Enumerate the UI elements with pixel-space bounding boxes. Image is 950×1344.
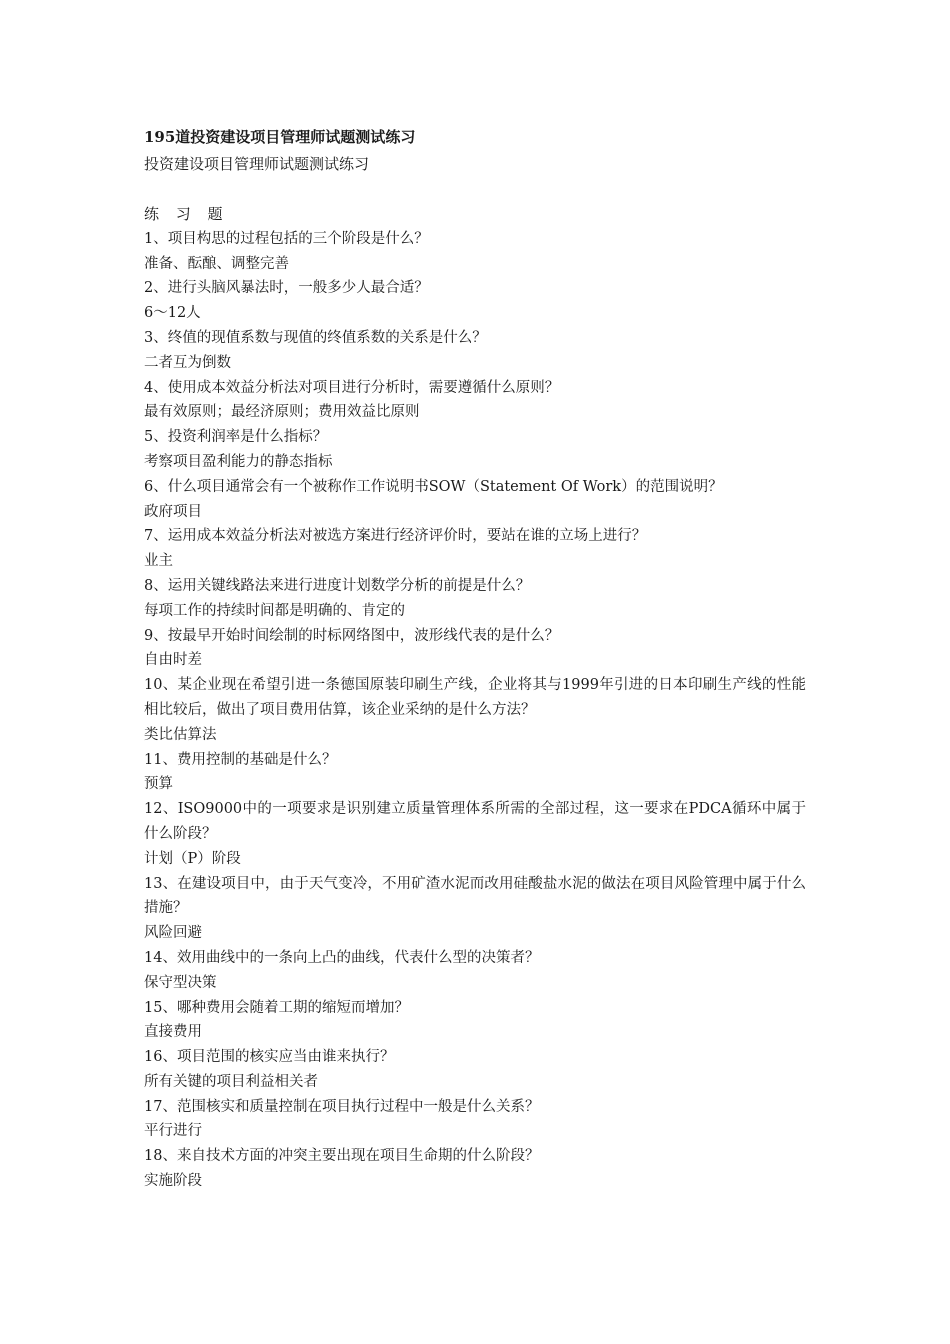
- qa-item: [144, 624, 806, 674]
- qa-item: [144, 276, 806, 326]
- question-text: 9、按最早开始时间绘制的时标网络图中，波形线代表的是什么？: [144, 627, 560, 644]
- qa-item: [144, 1045, 806, 1095]
- question-text: 12、ISO9000中的一项要求是识别建立质量管理体系所需的全部过程，这一要求在PDCA循环中属于什么阶段？: [144, 801, 806, 842]
- qa-item: [144, 1095, 806, 1145]
- answer-text: 考察项目盈利能力的静态指标: [144, 453, 333, 470]
- qa-item: [144, 376, 806, 426]
- answer-text: 所有关键的项目利益相关者: [144, 1073, 318, 1090]
- answer-text: 平行进行: [144, 1123, 202, 1140]
- qa-item: [144, 425, 806, 475]
- qa-list: [144, 227, 806, 1194]
- qa-item: [144, 227, 806, 277]
- qa-item: [144, 574, 806, 624]
- question-text: 3、终值的现值系数与现值的终值系数的关系是什么？: [144, 329, 487, 346]
- answer-text: 保守型决策: [144, 974, 217, 991]
- answer-text: 自由时差: [144, 652, 202, 669]
- question-text: 1、项目构思的过程包括的三个阶段是什么？: [144, 230, 429, 247]
- question-text: 8、运用关键线路法来进行进度计划数学分析的前提是什么？: [144, 577, 531, 594]
- answer-text: 二者互为倒数: [144, 354, 231, 371]
- question-text: 13、在建设项目中，由于天气变冷，不用矿渣水泥而改用硅酸盐水泥的做法在项目风险管理中属于什么措施？: [144, 875, 806, 917]
- answer-text: 风险回避: [144, 925, 202, 942]
- question-text: 2、进行头脑风暴法时，一般多少人最合适？: [144, 280, 429, 297]
- section-heading: 练 习 题: [144, 205, 229, 223]
- answer-text: 政府项目: [144, 503, 202, 520]
- answer-text: 实施阶段: [144, 1173, 202, 1190]
- question-text: 18、来自技术方面的冲突主要出现在项目生命期的什么阶段？: [144, 1148, 540, 1165]
- answer-text: 类比估算法: [144, 726, 217, 743]
- qa-item: [144, 872, 806, 946]
- qa-item: [144, 673, 806, 747]
- qa-item: [144, 797, 806, 871]
- qa-item: [144, 1144, 806, 1194]
- qa-item: [144, 996, 806, 1046]
- question-text: 15、哪种费用会随着工期的缩短而增加？: [144, 999, 409, 1016]
- document-subtitle: 投资建设项目管理师试题测试练习: [144, 155, 370, 173]
- answer-text: 直接费用: [144, 1024, 202, 1041]
- question-text: 16、项目范围的核实应当由谁来执行？: [144, 1049, 395, 1066]
- qa-item: [144, 946, 806, 996]
- question-text: 10、某企业现在希望引进一条德国原装印刷生产线，企业将其与1999年引进的日本印刷生产线的性能相比较后，做出了项目费用估算，该企业采纳的是什么方法？: [144, 677, 806, 718]
- answer-text: 计划（P）阶段: [144, 850, 241, 867]
- answer-text: 预算: [144, 776, 173, 793]
- question-text: 7、运用成本效益分析法对被选方案进行经济评价时，要站在谁的立场上进行？: [144, 528, 647, 545]
- qa-item: [144, 524, 806, 574]
- document-page: [144, 126, 806, 1194]
- answer-text: 业主: [144, 553, 173, 570]
- answer-text: 准备、酝酿、调整完善: [144, 255, 289, 272]
- question-text: 6、什么项目通常会有一个被称作工作说明书SOW（Statement Of Work）的范围说明？: [144, 478, 723, 495]
- qa-item: [144, 748, 806, 798]
- qa-item: [144, 326, 806, 376]
- answer-text: 6～12人: [144, 305, 201, 322]
- document-title: 195道投资建设项目管理师试题测试练习: [144, 128, 416, 146]
- answer-text: 最有效原则；最经济原则；费用效益比原则: [144, 404, 420, 421]
- answer-text: 每项工作的持续时间都是明确的、肯定的: [144, 602, 405, 619]
- qa-item: [144, 475, 806, 525]
- question-text: 11、费用控制的基础是什么？: [144, 751, 337, 768]
- question-text: 17、范围核实和质量控制在项目执行过程中一般是什么关系？: [144, 1098, 540, 1115]
- question-text: 5、投资利润率是什么指标？: [144, 429, 328, 446]
- question-text: 4、使用成本效益分析法对项目进行分析时，需要遵循什么原则？: [144, 379, 560, 396]
- question-text: 14、效用曲线中的一条向上凸的曲线，代表什么型的决策者？: [144, 949, 540, 966]
